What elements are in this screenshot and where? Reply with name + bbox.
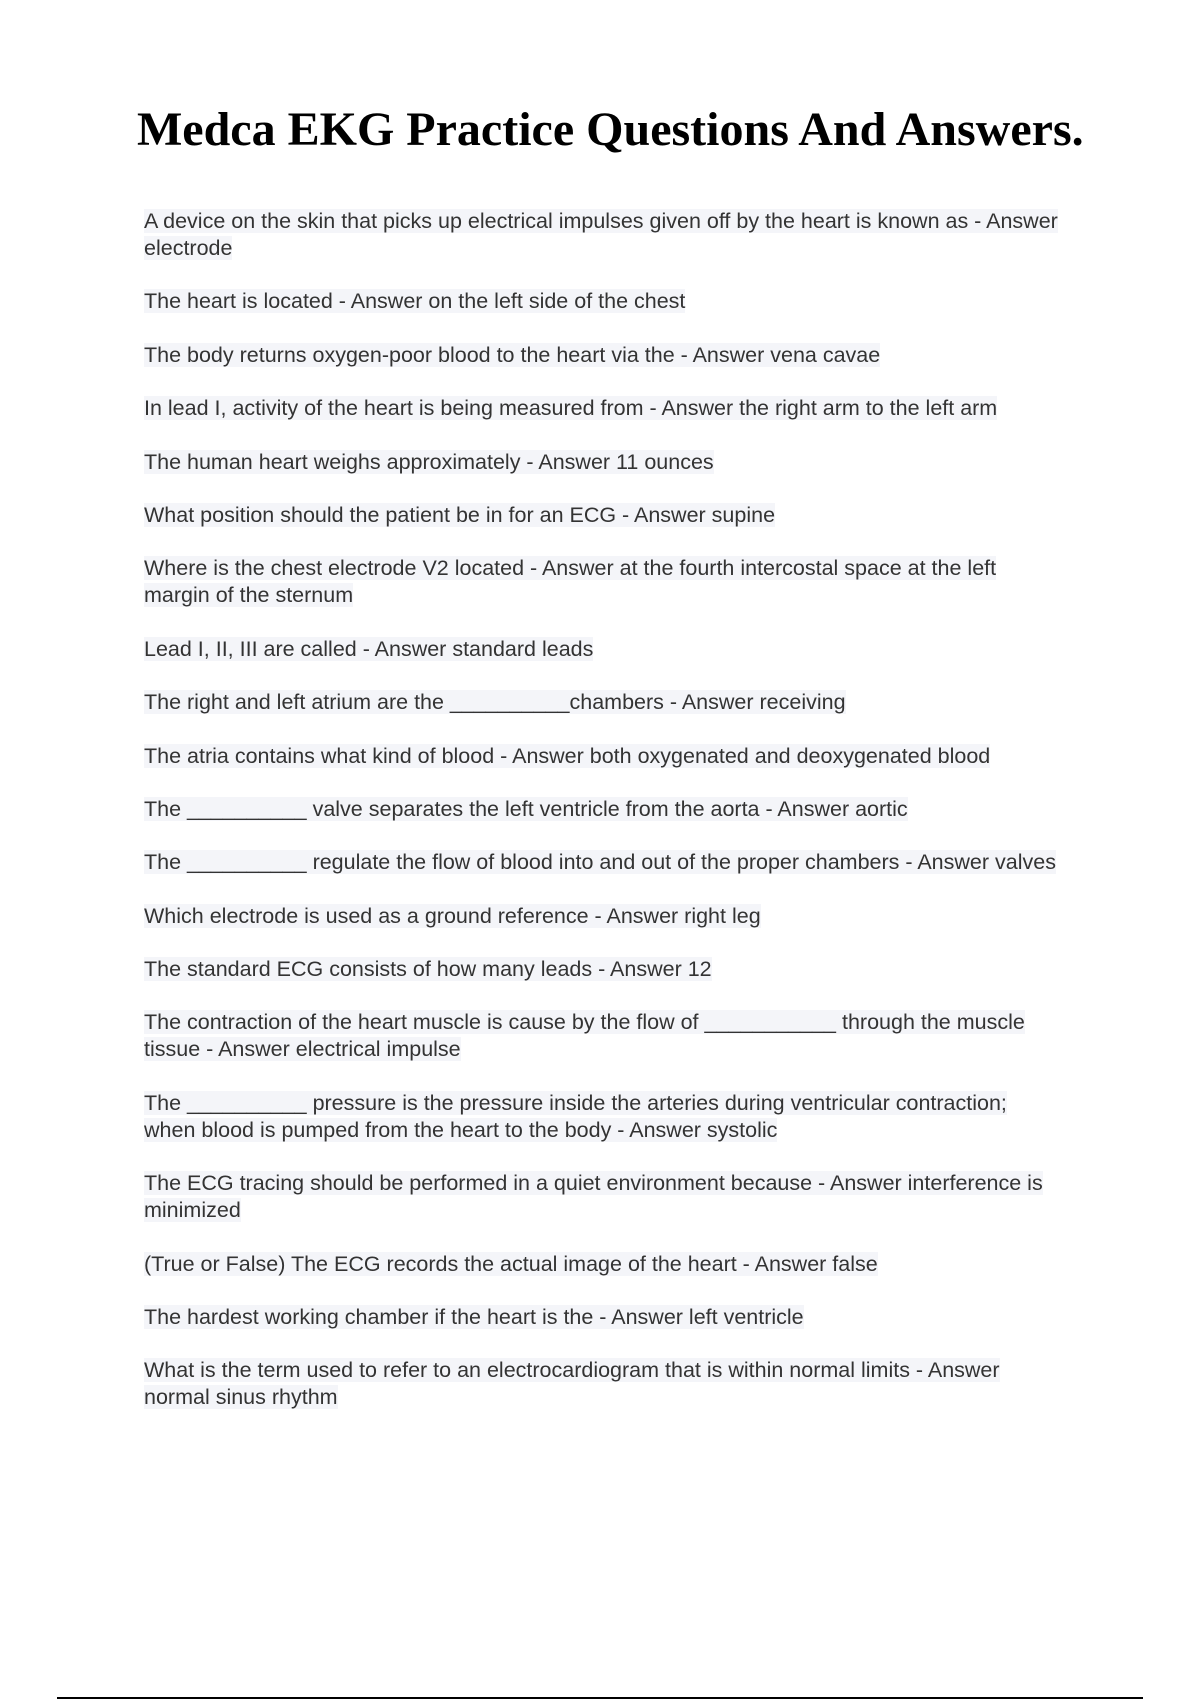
qa-text: The right and left atrium are the __________chambers - Answer receiving [144, 690, 846, 715]
qa-text: The contraction of the heart muscle is cause by the flow of ___________ through the muscle tissue - Answer electrical impulse [144, 1010, 1025, 1062]
qa-text: The human heart weighs approximately - Answer 11 ounces [144, 449, 714, 474]
qa-item [144, 1009, 1064, 1063]
qa-text: In lead I, activity of the heart is being measured from - Answer the right arm to the left arm [144, 396, 998, 421]
qa-item [144, 502, 1064, 529]
footer-divider [57, 1697, 1143, 1699]
qa-item [144, 1251, 1064, 1278]
qa-text: The __________ valve separates the left ventricle from the aorta - Answer aortic [144, 796, 908, 821]
qa-item [144, 1304, 1064, 1331]
qa-text: Which electrode is used as a ground reference - Answer right leg [144, 903, 761, 928]
qa-item [144, 689, 1064, 716]
page-title: Medca EKG Practice Questions And Answers. [137, 103, 1084, 156]
qa-item [144, 555, 1064, 609]
qa-item [144, 208, 1064, 262]
qa-item [144, 903, 1064, 930]
qa-text: What position should the patient be in for an ECG - Answer supine [144, 502, 776, 527]
qa-item [144, 636, 1064, 663]
qa-list [144, 208, 1064, 1438]
qa-item [144, 395, 1064, 422]
qa-item [144, 1170, 1064, 1224]
qa-item [144, 449, 1064, 476]
qa-item [144, 1357, 1064, 1411]
qa-item [144, 743, 1064, 770]
qa-item [144, 288, 1064, 315]
qa-text: What is the term used to refer to an electrocardiogram that is within normal limits - Answer normal sinus rhythm [144, 1358, 1000, 1410]
qa-item [144, 956, 1064, 983]
qa-text: The heart is located - Answer on the left side of the chest [144, 289, 686, 314]
qa-item [144, 342, 1064, 369]
qa-text: Where is the chest electrode V2 located - Answer at the fourth intercostal space at the left margin of the sternum [144, 556, 997, 608]
qa-text: Lead I, II, III are called - Answer standard leads [144, 636, 594, 661]
qa-text: The atria contains what kind of blood - Answer both oxygenated and deoxygenated blood [144, 743, 991, 768]
qa-text: The body returns oxygen-poor blood to the heart via the - Answer vena cavae [144, 342, 881, 367]
qa-text: The hardest working chamber if the heart is the - Answer left ventricle [144, 1305, 804, 1330]
qa-text: (True or False) The ECG records the actual image of the heart - Answer false [144, 1251, 878, 1276]
qa-text: A device on the skin that picks up electrical impulses given off by the heart is known as - Answer electrode [144, 209, 1058, 260]
qa-text: The __________ regulate the flow of blood into and out of the proper chambers - Answer valves [144, 850, 1056, 875]
qa-item [144, 849, 1064, 876]
qa-item [144, 1090, 1064, 1144]
qa-item [144, 796, 1064, 823]
qa-text: The ECG tracing should be performed in a quiet environment because - Answer interference is minimized [144, 1171, 1043, 1223]
qa-text: The standard ECG consists of how many leads - Answer 12 [144, 957, 712, 982]
qa-text: The __________ pressure is the pressure inside the arteries during ventricular contraction; when blood is pumped from the heart to the body - Answer systolic [144, 1090, 1007, 1142]
